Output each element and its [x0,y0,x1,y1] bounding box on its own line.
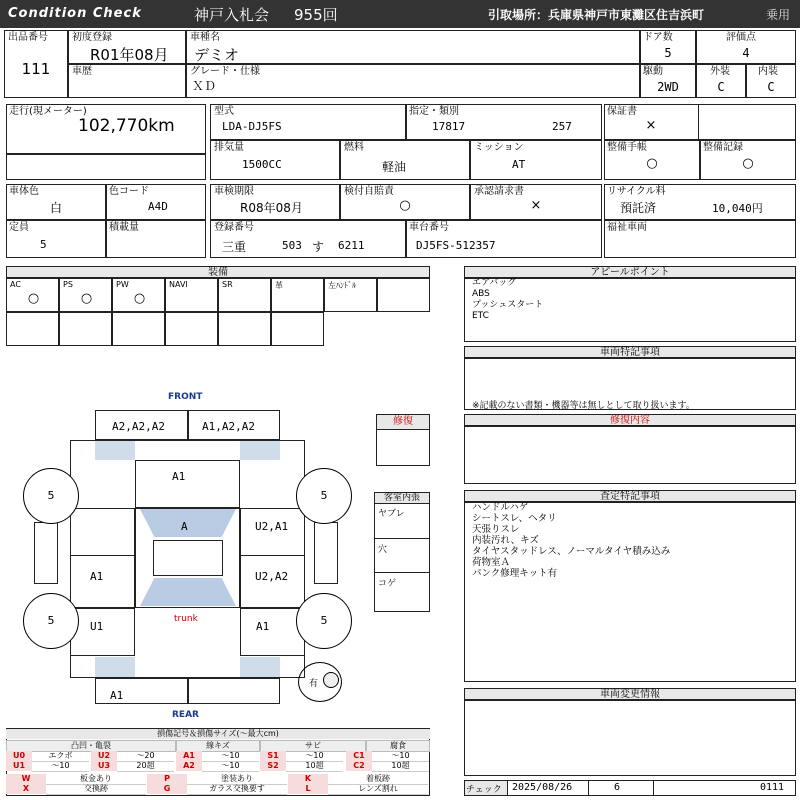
equipment-cell [165,278,218,312]
first-reg: R01年08月 [90,46,169,64]
legend-desc: 〜10 [202,751,259,762]
equipment-cell [59,278,112,312]
equipment-cell [324,278,377,312]
equipment-cell-blank [6,312,59,346]
car-name: デミオ [194,46,240,64]
legend-code: U1 [6,761,32,771]
cabin-divider-1 [374,538,430,539]
approval-label: 承認請求書 [474,186,524,197]
legend-code: X [6,784,46,794]
category-no: 257 [552,120,572,133]
legend-desc: 塗装あり [187,774,287,785]
top-bar [0,0,800,28]
fuel-label: 燃料 [344,142,364,153]
legend-desc: 〜20 [117,751,174,762]
inspection-notes-list [472,502,670,579]
right-tail-code: A1 [256,620,270,633]
equipment-cell [271,278,324,312]
legend-desc: レンズ割れ [328,784,428,795]
equipment-cell-blank [165,312,218,346]
inspection-note-item: パンク修理キット有 [472,568,558,579]
legend-desc: 10超 [286,761,343,772]
left-side-panel [70,508,135,608]
equipment-label: 左ﾊﾝﾄﾞﾙ [328,281,356,290]
check-label: チェック [466,785,502,795]
check-num: 6 [614,782,621,793]
displacement: 1500CC [242,158,282,171]
check-date: 2025/08/26 [512,782,573,793]
car-name-cell [186,30,640,64]
first-reg-label: 初度登録 [72,32,112,43]
capacity-label: 定員 [9,222,29,233]
legend-code: S1 [260,751,286,761]
drive: 2WD [657,80,679,94]
legend-desc: エクボ [32,751,89,762]
mileage-label: 走行(現メーター) [9,106,87,117]
windshield-code: A [181,520,188,533]
rear-bumper-code: A1 [110,689,124,702]
change-info-panel [464,700,796,776]
maintenance-label: 整備手帳 [607,142,647,153]
legend-desc: 〜10 [372,751,429,762]
spare-label: 有 [309,679,319,689]
reg-area: 三重 [222,240,247,254]
front-left-code: A2,A2,A2 [112,420,165,433]
model-label: 型式 [214,106,234,117]
score: 4 [742,46,750,60]
reg-class: 503 [282,239,302,252]
exterior: C [717,80,725,94]
mileage-sub-cell [6,154,206,180]
legend-desc: 20超 [117,761,174,772]
load-label: 積載量 [109,222,139,233]
legend-header: 凸凹・亀裂 [6,740,176,752]
equipment-label: 革 [275,281,283,290]
left-mirror-panel [34,522,58,584]
equipment-label: PS [63,280,73,289]
front-right-code: A1,A2,A2 [202,420,255,433]
doors: 5 [664,46,672,60]
legend-code: A1 [176,751,202,761]
equipment-cell-blank [59,312,112,346]
interior: C [767,80,775,94]
inspection-note-item: 荷物室Ａ [472,557,511,568]
inspection: R08年08月 [240,201,303,215]
equipment-cell-blank [112,312,165,346]
equipment-cell [377,278,430,312]
equipment-cell [112,278,165,312]
tire-rear-left: 5 [23,593,79,649]
chassis: DJ5FS-512357 [416,239,496,252]
warranty-blank-cell [698,104,796,140]
warranty-label: 保証書 [607,106,637,117]
legend-desc: 〜10 [286,751,343,762]
reg-no-label: 登録番号 [214,222,254,233]
mission-label: ミッション [474,142,524,153]
exterior-label: 外装 [710,66,730,77]
equipment-label: PW [116,280,129,289]
windshield [140,509,236,537]
capacity: 5 [40,238,47,251]
legend-code: U0 [6,751,32,761]
legend-code: K [288,774,328,784]
right-rear-panel [240,608,305,656]
repair-content-panel [464,426,796,484]
check-code: 0111 [760,782,785,793]
rear-bumper-right [188,678,280,704]
equipment-grid [6,278,430,346]
right-side-divider [240,555,305,556]
recycle-fee: 10,040円 [712,202,763,215]
damage-legend [6,728,430,796]
legend-code: P [147,774,187,784]
appeal-item: エアバッグ [472,278,517,288]
reg-num: 6211 [338,239,365,252]
maintenance: ○ [646,156,658,171]
tire-rear-right: 5 [296,593,352,649]
legend-code: W [6,774,46,784]
appeal-item: ETC [472,311,489,321]
pickup-location: 引取場所：兵庫県神戸市東灘区住吉浜町 [488,8,705,22]
welfare-label: 福祉車両 [607,222,647,233]
warranty: × [645,118,657,133]
mileage: 102,770km [78,116,175,136]
equipment-cell-blank [271,312,324,346]
equipment-title: 装備 [6,266,430,278]
legend-header: サビ [260,740,366,752]
front-label: FRONT [168,392,203,402]
color-code: A4D [148,200,168,213]
rear-label: REAR [172,710,199,720]
inspection-notes-title: 査定特記事項 [464,490,796,502]
body-color: 白 [49,201,62,215]
cabin-item-tear: ヤブレ [378,509,405,519]
rear-bumper-left [95,678,188,704]
legend-desc: 交換跡 [46,784,146,795]
car-name-label: 車種名 [190,32,220,43]
inspection-note-item: ハンドルハゲ [472,502,529,513]
vehicle-category: 乗用 [766,8,791,22]
equipment-cell [6,278,59,312]
maint-record: ○ [742,156,754,171]
equipment-cell-blank [218,312,271,346]
auction-count: 955回 [294,6,338,24]
drive-label: 駆動 [643,66,663,77]
brand-title: Condition Check [8,6,142,21]
hood-code: A1 [172,470,186,483]
spare-tire-icon [323,672,339,688]
history-label: 車歴 [72,66,92,77]
legend-title: 損傷記号＆損傷サイズ(〜最大cm) [6,729,430,739]
reg-kana: す [312,240,325,254]
right-mirror-panel [314,522,338,584]
roof-panel [153,540,223,576]
lot-no-label: 出品番号 [8,32,48,43]
designation-label: 指定・類別 [409,106,459,117]
legend-code: C2 [346,761,372,771]
left-rear-code: U1 [90,620,104,633]
lot-no: 111 [21,60,51,78]
legend-desc: 着板跡 [328,774,428,785]
equipment-label: NAVI [169,280,188,289]
inspection-note-item: タイヤスタッドレス、ノーマルタイヤ積み込み [472,546,671,557]
interior-label: 内装 [758,66,778,77]
appeal-title: アピールポイント [464,266,796,278]
right-rear-code: U2,A2 [255,570,289,583]
legend-header: 腐食 [366,740,430,752]
designation: 17817 [432,120,466,133]
legend-desc: 〜10 [32,761,89,772]
trunk-label: trunk [174,614,198,624]
insurance: ○ [399,198,411,213]
legend-code: C1 [346,751,372,761]
legend-code: A2 [176,761,202,771]
fuel: 軽油 [382,160,407,174]
rear-left-light [95,657,135,677]
legend-desc: 板金あり [46,774,146,785]
cabin-divider-2 [374,572,430,573]
equipment-label: SR [222,280,233,289]
check-num-cell [588,780,654,796]
appeal-list [472,278,543,322]
equipment-value: ○ [133,291,146,306]
doors-label: ドア数 [643,32,673,43]
change-info-title: 車両変更情報 [464,688,796,700]
legend-code: G [147,784,187,794]
legend-desc: 〜10 [202,761,259,772]
grade: ＸＤ [192,79,217,93]
color-code-label: 色コード [109,186,149,197]
special-title: 車両特記事項 [464,346,796,358]
insurance-label: 検付自賠責 [344,186,394,197]
inspection-note-item: シートスレ、ヘタリ [472,513,557,524]
equipment-value: ○ [80,291,93,306]
legend-desc: ガラス交換要す [187,784,287,795]
auction-name: 神戸入札会 [194,6,270,24]
inspection-note-item: 天張りスレ [472,524,520,535]
right-front-code: U2,A1 [255,520,289,533]
legend-desc: 10超 [372,761,429,772]
legend-code: U2 [91,751,117,761]
grade-label: グレード・仕様 [190,66,260,77]
score-label: 評価点 [726,32,756,43]
legend-header: 線キズ [176,740,260,752]
left-door-code: A1 [90,570,104,583]
equipment-cell [218,278,271,312]
rear-window [140,578,236,606]
body-color-label: 車体色 [9,186,39,197]
hood-panel [135,460,240,508]
cabin-item-burn: コゲ [378,579,397,589]
appeal-item: ABS [472,289,490,299]
repair-box-title: 修復 [376,414,430,430]
inspection-label: 車検期限 [214,186,254,197]
maint-record-label: 整備記録 [703,142,743,153]
displacement-label: 排気量 [214,142,244,153]
legend-code: S2 [260,761,286,771]
appeal-item: プッシュスタート [472,300,544,310]
front-right-light [240,441,280,460]
recycle-label: リサイクル料 [607,186,666,197]
legend-code: U3 [91,761,117,771]
front-left-light [95,441,135,460]
special-note: ※記載のない書類・機器等は無しとして取り扱います。 [472,401,695,411]
equipment-value: ○ [27,291,40,306]
model: LDA-DJ5FS [222,120,282,133]
repair-content-title: 修復内容 [464,414,796,426]
cabin-title: 客室内張 [374,492,430,504]
mission: AT [512,158,526,171]
left-side-divider [70,555,135,556]
inspection-note-item: 内装汚れ、キズ [472,535,539,546]
chassis-label: 車台番号 [409,222,449,233]
rear-right-light [240,657,280,677]
equipment-label: AC [10,280,21,289]
tire-front-right: 5 [296,468,352,524]
legend-code: L [288,784,328,794]
tire-front-left: 5 [23,468,79,524]
approval: × [530,198,542,213]
cabin-item-hole: 穴 [378,545,388,555]
recycle-status: 預託済 [620,201,657,215]
